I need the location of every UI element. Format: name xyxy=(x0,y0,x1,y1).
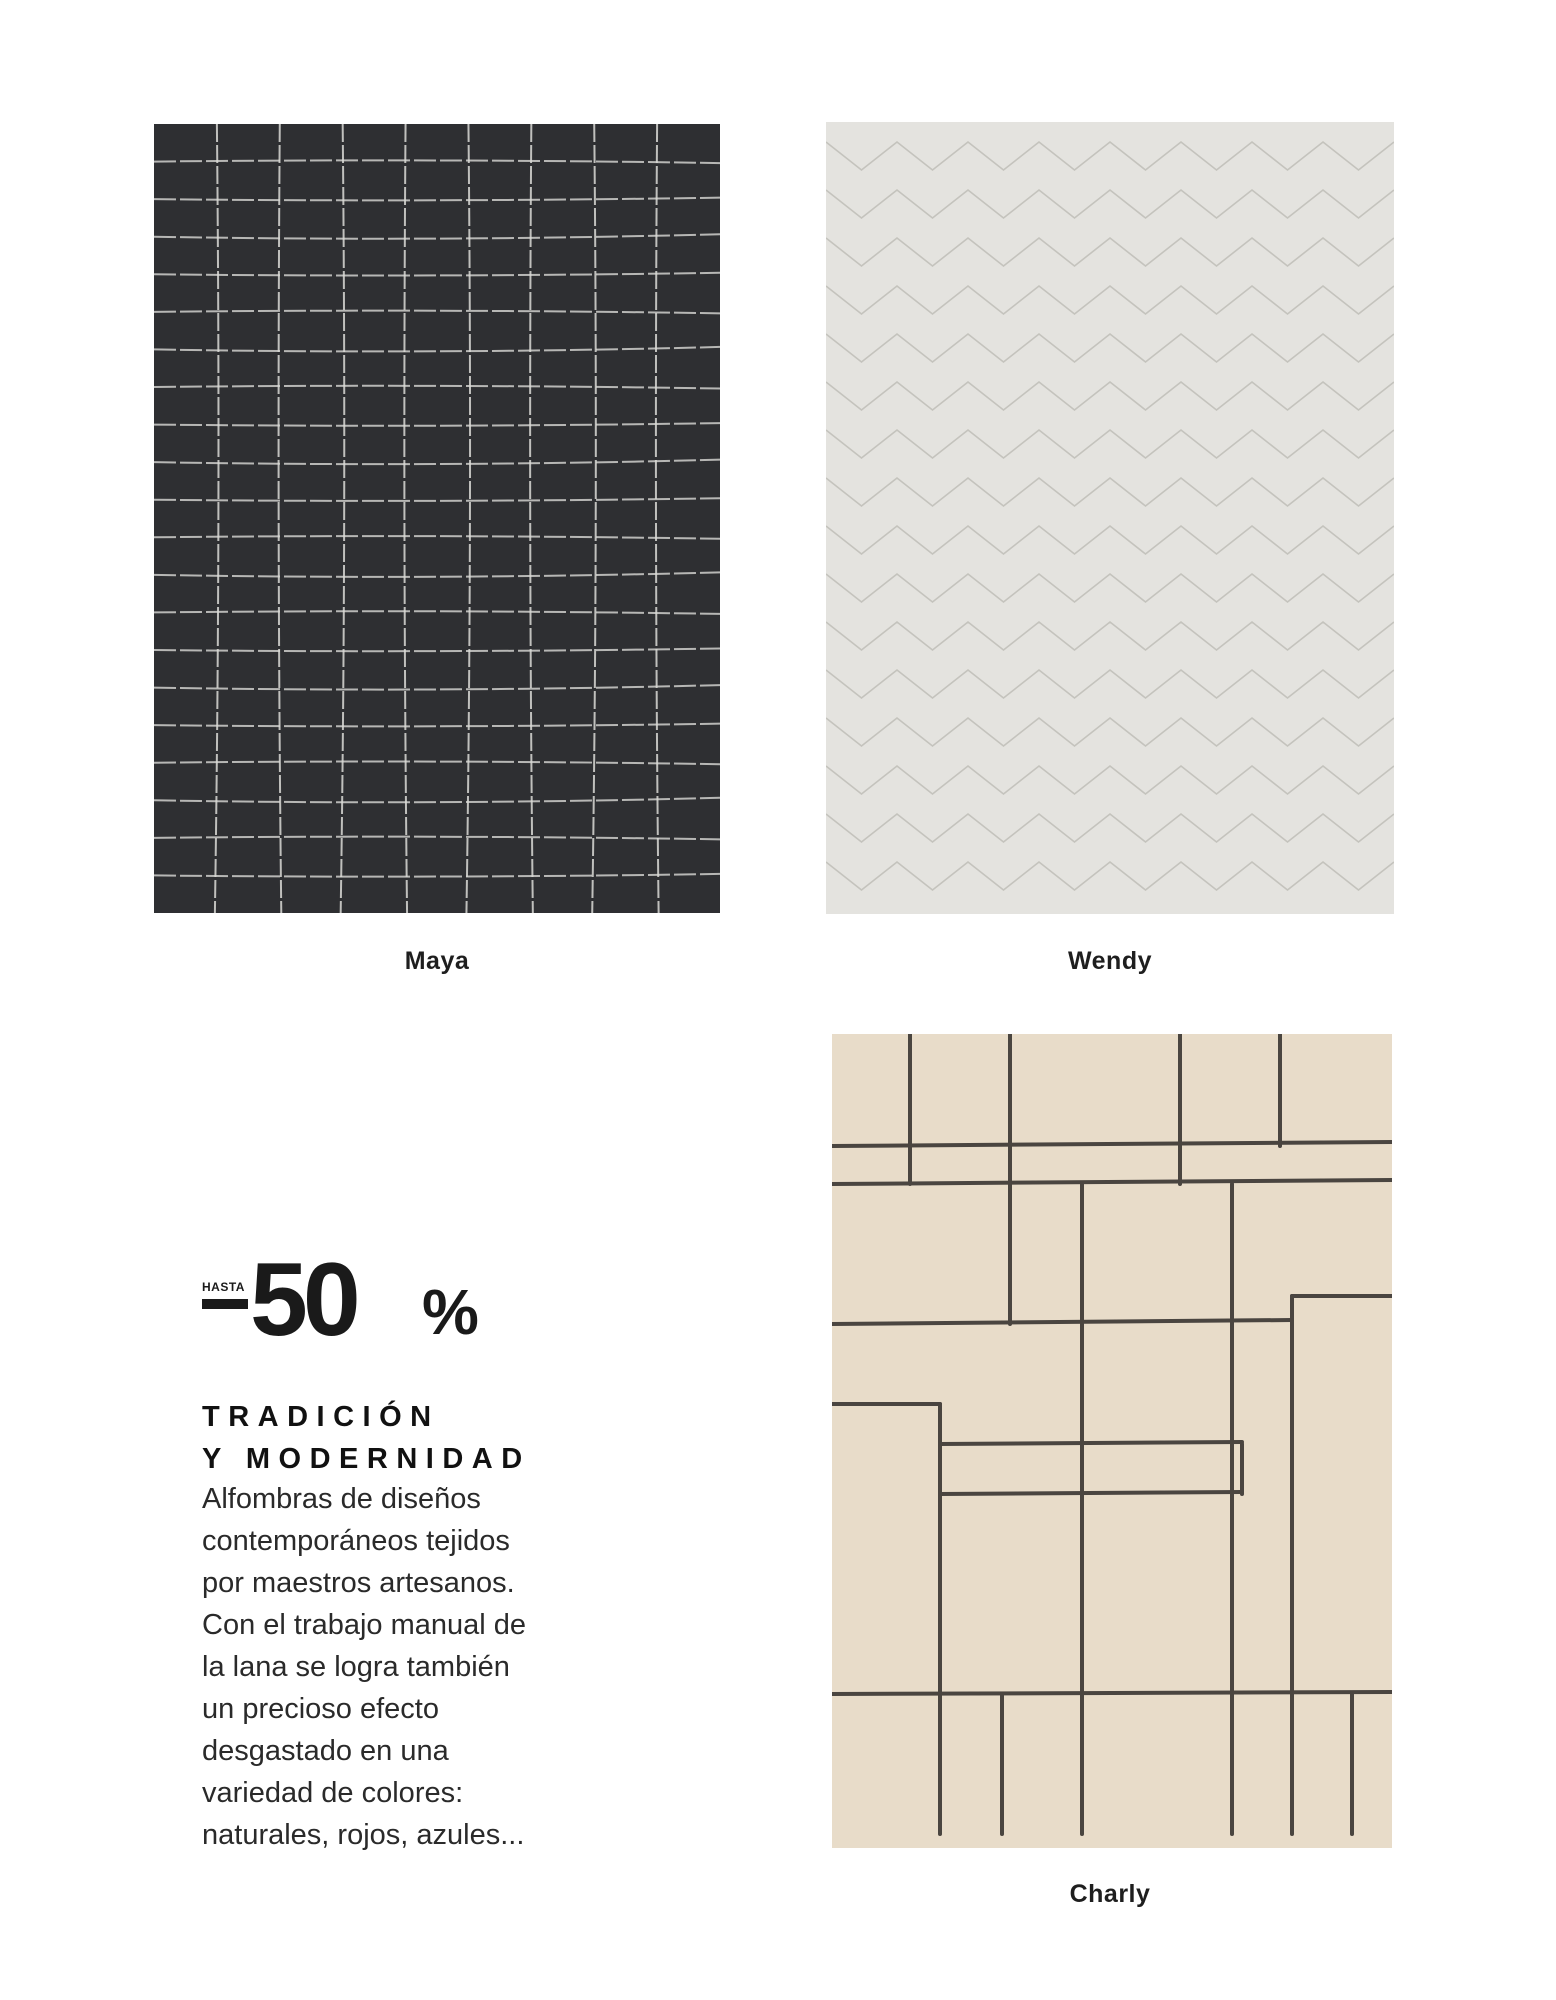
discount-prefix: HASTA xyxy=(202,1280,245,1294)
headline xyxy=(202,1396,531,1480)
charly-caption: Charly xyxy=(1069,1880,1151,1908)
description-line: naturales, rojos, azules... xyxy=(202,1819,525,1851)
discount-badge xyxy=(202,1240,522,1360)
wendy-rug-image xyxy=(826,122,1394,914)
description-line: contemporáneos tejidos xyxy=(202,1525,510,1557)
description-line: por maestros artesanos. xyxy=(202,1567,515,1599)
wendy-caption: Wendy xyxy=(1068,947,1152,975)
discount-number: 50 xyxy=(250,1242,356,1358)
description-line: Con el trabajo manual de xyxy=(202,1609,527,1641)
headline-line-2: Y MODERNIDAD xyxy=(202,1443,531,1475)
minus-sign xyxy=(202,1299,248,1309)
maya-caption: Maya xyxy=(404,947,470,975)
description-line: variedad de colores: xyxy=(202,1777,464,1809)
headline-line-1: TRADICIÓN xyxy=(202,1401,440,1433)
description-line: Alfombras de diseños xyxy=(202,1483,481,1515)
description-line: un precioso efecto xyxy=(202,1693,439,1725)
description-line: la lana se logra también xyxy=(202,1651,510,1683)
charly-rug-image xyxy=(832,1034,1392,1848)
maya-rug-image xyxy=(154,124,720,913)
description-line: desgastado en una xyxy=(202,1735,449,1767)
percent-sign: % xyxy=(422,1276,479,1348)
description-text xyxy=(202,1478,622,1856)
